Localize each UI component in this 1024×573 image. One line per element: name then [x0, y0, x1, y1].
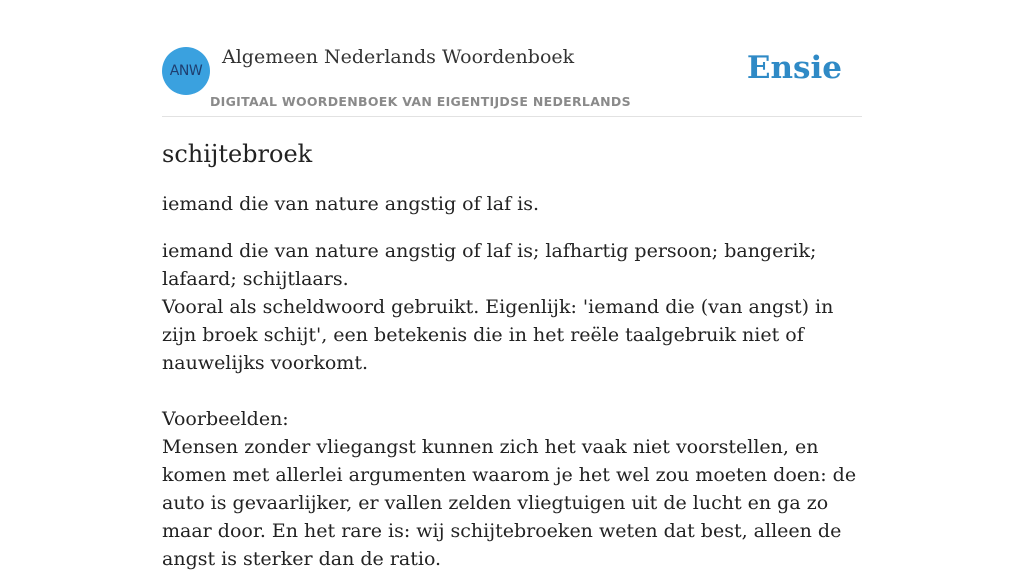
- site-header: [162, 46, 862, 117]
- examples-label: Voorbeelden:: [162, 408, 289, 430]
- short-definition: iemand die van nature angstig of laf is.: [162, 193, 540, 215]
- paragraph-gap: [162, 377, 862, 405]
- site-title[interactable]: Algemeen Nederlands Woordenboek: [222, 46, 575, 68]
- site-subtitle: DIGITAAL WOORDENBOEK VAN EIGENTIJDSE NEDERLANDS: [210, 94, 631, 109]
- ensie-brand-logo[interactable]: Ensie: [746, 50, 842, 86]
- anw-logo[interactable]: ANW: [162, 47, 210, 95]
- page-title: schijtebroek: [162, 140, 313, 168]
- entry-content: [162, 138, 862, 573]
- usage-note: Vooral als scheldwoord gebruikt. Eigenlijk: 'iemand die (van angst) in zijn broek schijt', een betekenis die in het reële taalgebruik niet of nauwelijks voorkomt.: [162, 296, 834, 374]
- definition-body: [162, 237, 862, 573]
- example-text: Mensen zonder vliegangst kunnen zich het vaak niet voorstellen, en komen met allerlei argumenten waarom je het wel zou moeten doen: de auto is gevaarlijker, er vallen zelden vliegtuigen uit de lucht en ga zo maar door. En het rare is: wij schijtebroeken weten dat best, alleen de angst is sterker dan de ratio.: [162, 436, 857, 570]
- definition-text: iemand die van nature angstig of laf is; lafhartig persoon; bangerik; lafaard; schijtlaars.: [162, 240, 817, 290]
